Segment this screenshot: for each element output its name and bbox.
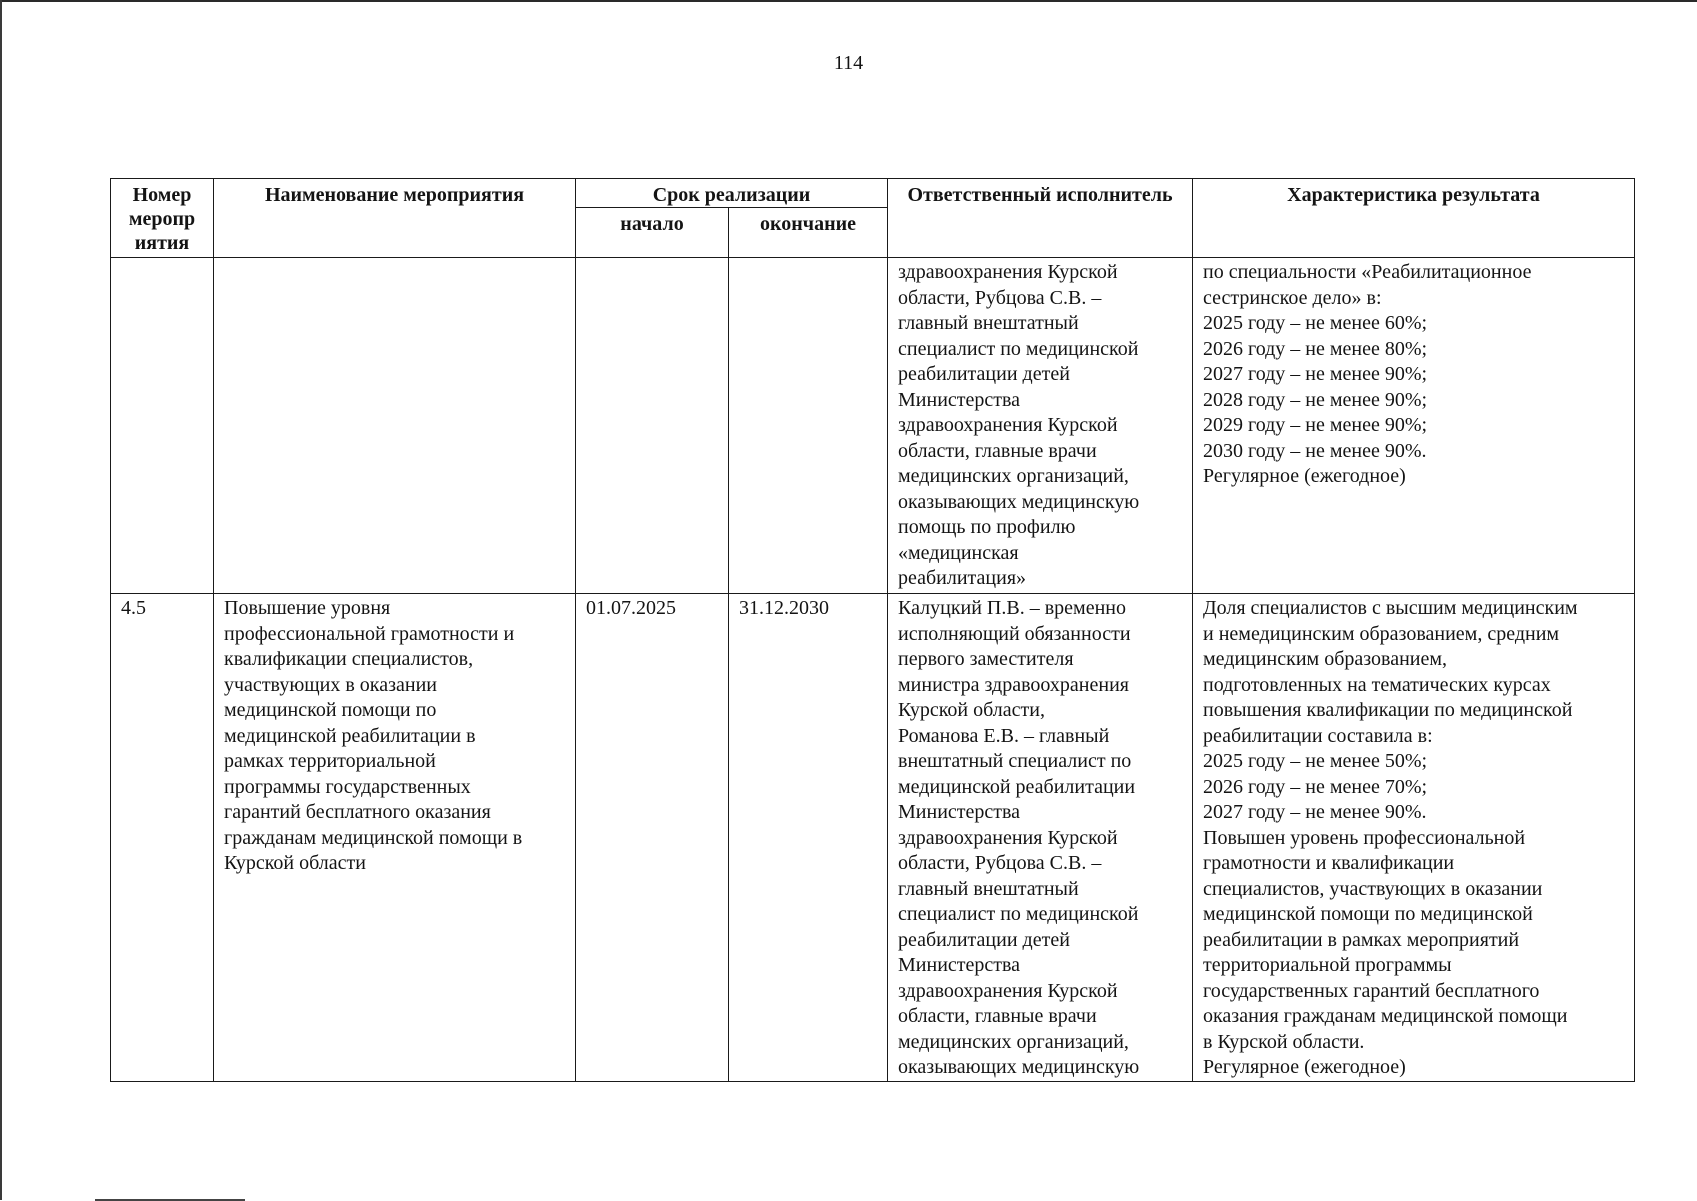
text-line: Повышен уровень профессиональной: [1203, 826, 1526, 849]
text-line: Министерства: [898, 801, 1021, 823]
text-line: Курской области,: [898, 699, 1045, 721]
table-row-4-5: [111, 594, 1635, 1082]
text-line: реабилитации в рамках мероприятий: [1203, 928, 1520, 951]
header-result: Характеристика результата: [1193, 179, 1635, 258]
header-responsible: Ответственный исполнитель: [888, 179, 1193, 258]
table-row-continuation: [111, 258, 1635, 594]
text-line: Доля специалистов с высшим медицинским: [1203, 597, 1578, 619]
text-line: медицинских организаций,: [898, 465, 1129, 487]
text-line: Регулярное (ежегодное): [1203, 465, 1406, 487]
text-line: 2025 году – не менее 60%;: [1203, 312, 1428, 334]
text-line: Министерства: [898, 388, 1021, 411]
text-line: оказывающих медицинскую: [898, 490, 1140, 513]
cell-number: [111, 258, 214, 594]
text-line: исполняющий обязанности: [898, 622, 1131, 645]
text-line: области, Рубцова С.В. –: [898, 852, 1102, 874]
text-line: медицинской реабилитации в: [224, 724, 476, 747]
text-line: подготовленных на тематических курсах: [1203, 673, 1551, 696]
text-line: Повышение уровня: [224, 597, 391, 619]
cell-end: [729, 258, 888, 594]
text-line: Министерства: [898, 954, 1021, 976]
text-line: в Курской области.: [1203, 1030, 1365, 1053]
text-line: специалист по медицинской: [898, 903, 1139, 925]
text-line: Калуцкий П.В. – временно: [898, 597, 1126, 619]
header-start: начало: [576, 208, 729, 258]
text-line: 2029 году – не менее 90%;: [1203, 414, 1428, 436]
text-line: области, главные врачи: [898, 1005, 1097, 1027]
text-line: здравоохранения Курской: [898, 414, 1118, 436]
cell-start: [576, 258, 729, 594]
cell-result: [1193, 258, 1635, 594]
page-number: 114: [833, 52, 864, 74]
text-line: программы государственных: [224, 775, 471, 798]
text-line: квалификации специалистов,: [224, 648, 474, 670]
page-left-edge: [0, 0, 2, 1200]
text-line: сестринское дело» в:: [1203, 286, 1382, 309]
text-line: участвующих в оказании: [224, 673, 437, 696]
text-line: 2026 году – не менее 70%;: [1203, 775, 1428, 798]
text-line: медицинских организаций,: [898, 1030, 1129, 1053]
page-top-edge: [0, 0, 1697, 2]
cell-responsible: [888, 594, 1193, 1082]
cell-start: 01.07.2025: [576, 594, 729, 1082]
text-line: реабилитации составила в:: [1203, 724, 1433, 747]
text-line: оказания гражданам медицинской помощи: [1203, 1005, 1568, 1027]
cell-name: [214, 594, 576, 1082]
text-line: по специальности «Реабилитационное: [1203, 261, 1532, 283]
text-line: здравоохранения Курской: [898, 826, 1118, 849]
cell-result: [1193, 594, 1635, 1082]
text-line: рамках территориальной: [224, 750, 436, 772]
text-line: и немедицинским образованием, средним: [1203, 622, 1560, 645]
text-line: 2028 году – не менее 90%;: [1203, 388, 1428, 411]
text-line: Курской области: [224, 852, 366, 874]
text-line: специалист по медицинской: [898, 337, 1139, 360]
text-line: гарантий бесплатного оказания: [224, 801, 491, 823]
cell-number: 4.5: [111, 594, 214, 1082]
text-line: министра здравоохранения: [898, 673, 1129, 696]
header-period: Срок реализации: [576, 179, 888, 208]
text-line: внештатный специалист по: [898, 750, 1132, 772]
text-line: «медицинская: [898, 541, 1019, 564]
text-line: 2025 году – не менее 50%;: [1203, 750, 1428, 772]
text-line: повышения квалификации по медицинской: [1203, 699, 1573, 721]
text-line: главный внештатный: [898, 877, 1079, 900]
text-line: территориальной программы: [1203, 954, 1452, 976]
text-line: первого заместителя: [898, 648, 1074, 670]
text-line: профессиональной грамотности и: [224, 622, 515, 645]
text-line: медицинской помощи по: [224, 699, 437, 721]
text-line: главный внештатный: [898, 312, 1079, 334]
header-row: [111, 179, 1635, 208]
text-line: 2027 году – не менее 90%.: [1203, 801, 1427, 823]
text-line: медицинской реабилитации: [898, 775, 1136, 798]
text-line: 2030 году – не менее 90%.: [1203, 439, 1427, 462]
text-line: реабилитация»: [898, 567, 1027, 589]
text-line: Романова Е.В. – главный: [898, 724, 1110, 747]
cell-end: 31.12.2030: [729, 594, 888, 1082]
text-line: здравоохранения Курской: [898, 979, 1118, 1002]
text-line: гражданам медицинской помощи в: [224, 826, 523, 849]
text-line: государственных гарантий бесплатного: [1203, 979, 1540, 1002]
text-line: реабилитации детей: [898, 928, 1070, 951]
text-line: медицинским образованием,: [1203, 648, 1448, 670]
text-line: Регулярное (ежегодное): [1203, 1056, 1406, 1078]
text-line: здравоохранения Курской: [898, 261, 1118, 283]
cell-name: [214, 258, 576, 594]
text-line: 2027 году – не менее 90%;: [1203, 363, 1428, 385]
text-line: области, Рубцова С.В. –: [898, 286, 1102, 309]
cell-responsible: [888, 258, 1193, 594]
text-line: 2026 году – не менее 80%;: [1203, 337, 1428, 360]
header-number: Номер меропр иятия: [111, 179, 214, 258]
text-line: грамотности и квалификации: [1203, 852, 1455, 874]
header-end: окончание: [729, 208, 888, 258]
text-line: медицинской помощи по медицинской: [1203, 903, 1533, 925]
text-line: области, главные врачи: [898, 439, 1097, 462]
measures-table: [110, 178, 1635, 1082]
text-line: специалистов, участвующих в оказании: [1203, 877, 1543, 900]
header-name: Наименование мероприятия: [214, 179, 576, 258]
text-line: оказывающих медицинскую: [898, 1056, 1140, 1078]
text-line: реабилитации детей: [898, 363, 1070, 385]
text-line: помощь по профилю: [898, 516, 1076, 538]
